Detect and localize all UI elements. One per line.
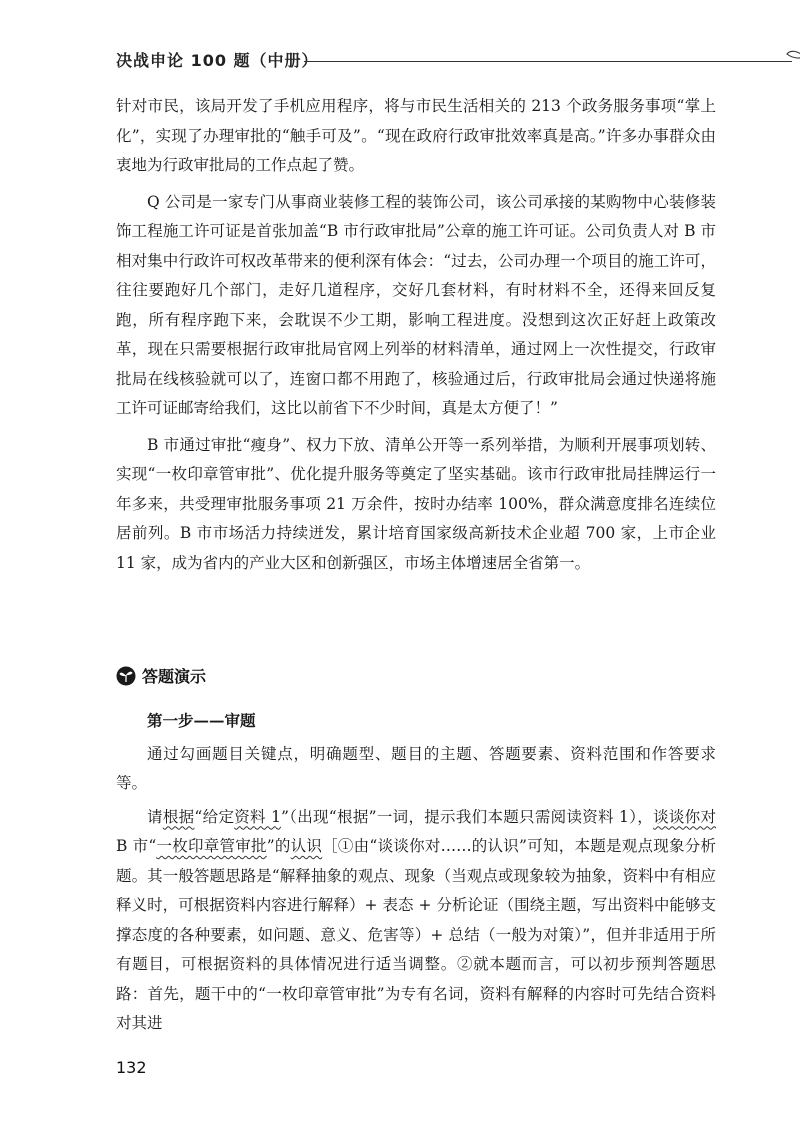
header-title: 决战申论 100 题（中册） — [116, 51, 319, 70]
paragraph-2: Q 公司是一家专门从事商业装修工程的装饰公司，该公司承接的某购物中心装修装饰工程施工许可证是首张加盖“B 市行政审批局”公章的施工许可证。公司负责人对 B 市相对集中行政许可权改革带来的便利深有体会：“过去，公司办理一个项目的施工许可，往往要跑好几个部门，走好几道程序，交好几套材料，有时材料不全，还得来回反复跑，所有程序跑下来，会耽误不少工期，影响工程进度。没想到这次正好赶上政策改革，现在只需要根据行政审批局官网上列举的材料清单，通过网上一次性提交，行政审批局在线核验就可以了，连窗口都不用跑了，核验通过后，行政审批局会通过快递将施工许可证邮寄给我们，这比以前省下不少时间，真是太方便了！” — [116, 192, 716, 417]
answer-demo — [116, 706, 716, 1039]
section-label: 答题演示 — [142, 667, 207, 686]
leaf-badge-icon — [116, 666, 136, 686]
keyword-topic: 一枚印章管审批 — [156, 837, 267, 855]
intro-paragraph: 通过勾画题目关键点，明确题型、题目的主题、答题要素、资料范围和作答要求等。 — [116, 744, 716, 792]
text-run: ［①由“谈谈你对……的认识”可知，本题是观点现象分析题。其一般答题思路是“解释抽象的观点、现象（当观点或现象较为抽象，资料中有相应释义时，可根据资料内容进行解释）+ 表态 + 分析论证（围绕主题，写出资料中能够支撑态度的各种要素，如问题、意义、危害等）+ 总结（一般为对策）”，但并非适用于所有题目，可根据资料的具体情况进行适当调整。②就本题而言，可以初步预判答题思路：首先，题干中的“一枚印章管审批”为专有名词，资料有解释的内容时可先结合资料对其进 — [116, 837, 716, 1032]
text-run: ”的 — [266, 837, 291, 855]
keyword-renshi: 认识 — [290, 837, 323, 855]
header-rule — [304, 61, 792, 62]
sprout-icon — [784, 44, 800, 74]
keyword-tantan: 谈谈你对 — [653, 807, 716, 826]
paragraph-1: 针对市民，该局开发了手机应用程序，将与市民生活相关的 213 个政务服务事项“掌上化”，实现了办理审批的“触手可及”。“现在政府行政审批效率真是高。”许多办事群众由衷地为行政审批局的工作点起了赞。 — [116, 97, 716, 174]
text-run: ”（出现“根据”一词，提示我们本题只需阅读资料 1）， — [280, 807, 654, 826]
page-number: 132 — [116, 1058, 147, 1077]
section-heading — [116, 664, 206, 687]
text-run: “给定 — [194, 807, 235, 826]
material-text — [116, 92, 716, 578]
running-header — [116, 40, 722, 74]
question-analysis — [116, 803, 716, 1039]
text-run: 请 — [147, 807, 163, 826]
keyword-material: 资料 1 — [234, 807, 281, 826]
text-run: B 市“ — [116, 837, 157, 855]
step-title: 第一步——审题 — [147, 711, 256, 730]
paragraph-3: B 市通过审批“瘦身”、权力下放、清单公开等一系列举措，为顺利开展事项划转、实现“一枚印章管审批”、优化提升服务等奠定了坚实基础。该市行政审批局挂牌运行一年多来，共受理审批服务事项 21 万余件，按时办结率 100%，群众满意度排名连续位居前列。B 市市场活力持续迸发，累计培育国家级高新技术企业超 700 家，上市企业 11 家，成为省内的产业大区和创新强区，市场主体增速居全省第一。 — [116, 435, 716, 572]
keyword-genju: 根据 — [162, 807, 195, 826]
